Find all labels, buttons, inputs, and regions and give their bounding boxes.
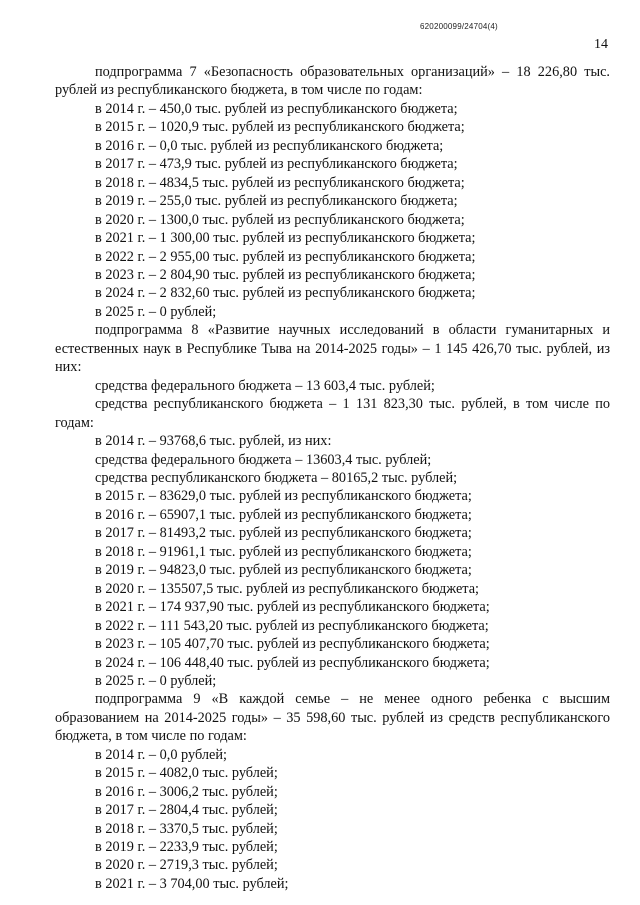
list-item: в 2020 г. – 135507,5 тыс. рублей из республиканского бюджета; (95, 580, 480, 597)
list-item: в 2023 г. – 105 407,70 тыс. рублей из республиканского бюджета; (95, 636, 490, 653)
list-item: в 2016 г. – 65907,1 тыс. рублей из республиканского бюджета; (95, 506, 472, 523)
list-item: в 2020 г. – 1300,0 тыс. рублей из республиканского бюджета; (95, 211, 465, 228)
list-item: в 2020 г. – 2719,3 тыс. рублей; (95, 857, 278, 874)
list-item: в 2015 г. – 4082,0 тыс. рублей; (95, 765, 278, 782)
list-item: в 2019 г. – 94823,0 тыс. рублей из республиканского бюджета; (95, 562, 472, 579)
list-item: в 2016 г. – 0,0 тыс. рублей из республиканского бюджета; (95, 137, 444, 154)
list-item: в 2021 г. – 174 937,90 тыс. рублей из республиканского бюджета; (95, 599, 490, 616)
list-item: в 2022 г. – 111 543,20 тыс. рублей из республиканского бюджета; (95, 617, 489, 634)
list-item: в 2019 г. – 255,0 тыс. рублей из республиканского бюджета; (95, 193, 458, 210)
list-item: в 2018 г. – 3370,5 тыс. рублей; (95, 820, 278, 837)
list-item: в 2014 г. – 0,0 рублей; (95, 746, 228, 763)
list-item: средства республиканского бюджета – 80165,2 тыс. рублей; (95, 469, 458, 486)
list-item: в 2025 г. – 0 рублей; (95, 672, 217, 689)
document-body (55, 63, 610, 893)
list-item: в 2018 г. – 4834,5 тыс. рублей из республиканского бюджета; (95, 174, 465, 191)
list-item: в 2015 г. – 1020,9 тыс. рублей из республиканского бюджета; (95, 119, 465, 136)
list-item: в 2017 г. – 2804,4 тыс. рублей; (95, 802, 278, 819)
list-item: в 2021 г. – 1 300,00 тыс. рублей из республиканского бюджета; (95, 230, 476, 247)
list-item: в 2014 г. – 93768,6 тыс. рублей, из них: (95, 433, 332, 450)
list-item: в 2019 г. – 2233,9 тыс. рублей; (95, 839, 278, 856)
list-item: в 2014 г. – 450,0 тыс. рублей из республиканского бюджета; (95, 100, 458, 117)
list-item: средства федерального бюджета – 13 603,4 тыс. рублей; (95, 377, 435, 394)
paragraph: подпрограмма 9 «В каждой семье – не менее одного ребенка с высшим образованием на 2014-2025 годы» – 35 598,60 тыс. рублей из средств республиканского бюджета, в том числе по годам: (55, 691, 610, 745)
list-item: в 2021 г. – 3 704,00 тыс. рублей; (95, 875, 289, 892)
list-item: в 2017 г. – 81493,2 тыс. рублей из республиканского бюджета; (95, 525, 472, 542)
list-item: средства федерального бюджета – 13603,4 тыс. рублей; (95, 451, 432, 468)
list-item: в 2023 г. – 2 804,90 тыс. рублей из республиканского бюджета; (95, 266, 476, 283)
list-item: в 2025 г. – 0 рублей; (95, 303, 217, 320)
list-item: в 2018 г. – 91961,1 тыс. рублей из республиканского бюджета; (95, 543, 472, 560)
list-item: в 2015 г. – 83629,0 тыс. рублей из республиканского бюджета; (95, 488, 472, 505)
paragraph: подпрограмма 7 «Безопасность образовательных организаций» – 18 226,80 тыс. рублей из республиканского бюджета, в том числе по годам: (55, 64, 610, 99)
list-item: в 2016 г. – 3006,2 тыс. рублей; (95, 783, 278, 800)
page-number: 14 (594, 37, 608, 52)
paragraph: средства республиканского бюджета – 1 131 823,30 тыс. рублей, в том числе по годам: (55, 396, 610, 431)
paragraph: подпрограмма 8 «Развитие научных исследований в области гуманитарных и естественных наук в Республике Тыва на 2014-2025 годы» – 1 145 426,70 тыс. рублей, из них: (55, 322, 610, 376)
document-id: 620200099/24704(4) (420, 22, 498, 31)
list-item: в 2024 г. – 2 832,60 тыс. рублей из республиканского бюджета; (95, 285, 476, 302)
list-item: в 2024 г. – 106 448,40 тыс. рублей из республиканского бюджета; (95, 654, 490, 671)
list-item: в 2017 г. – 473,9 тыс. рублей из республиканского бюджета; (95, 156, 458, 173)
list-item: в 2022 г. – 2 955,00 тыс. рублей из республиканского бюджета; (95, 248, 476, 265)
